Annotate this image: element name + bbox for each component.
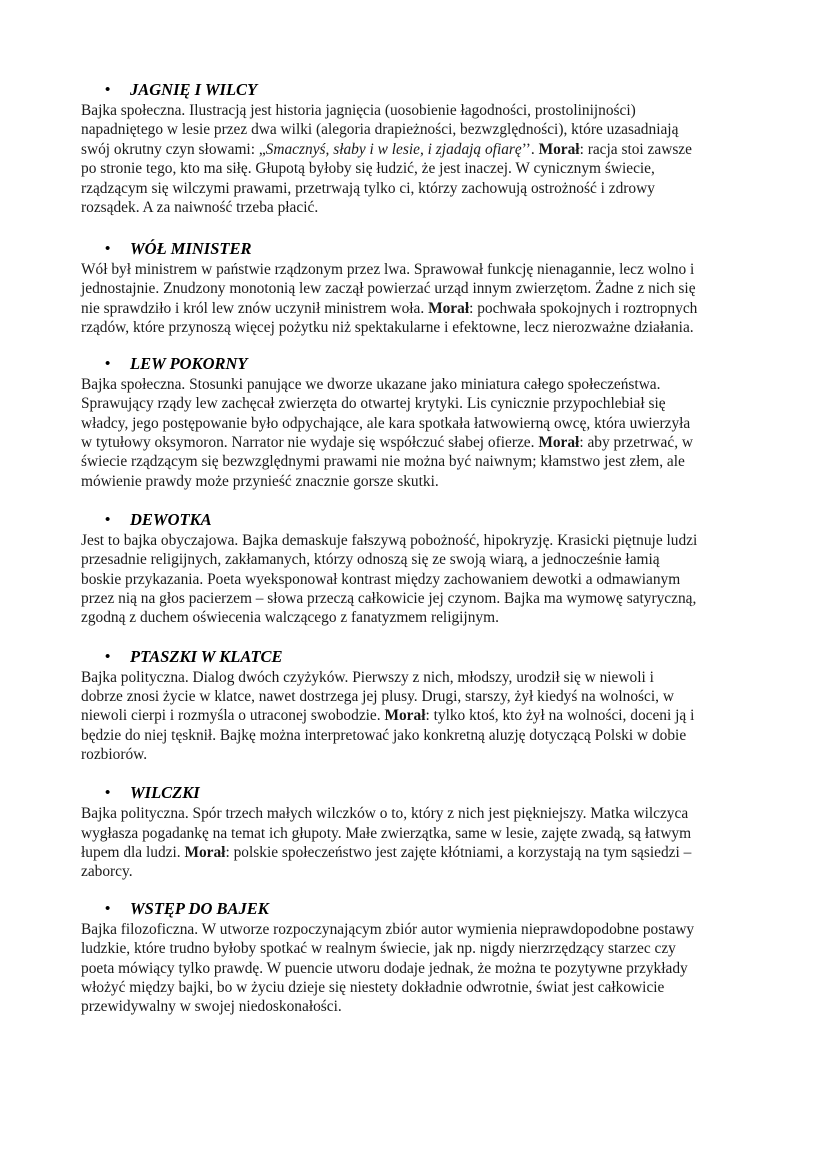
section-dewotka [81,509,761,628]
section-heading [81,238,761,260]
section-lew-pokorny [81,353,761,491]
paragraph-line [81,140,761,159]
section-wol-minister [81,238,761,338]
paragraph-line [81,198,761,217]
text-run: przewidywalny w swojej niedoskonałości. [81,998,342,1016]
text-run: ’’. [521,140,539,158]
moral-label: Morał [184,843,226,861]
paragraph-line [81,472,761,491]
paragraph-line [81,375,761,394]
section-heading [81,353,761,375]
section-body [81,375,761,491]
text-run: wygłasza pogadankę na temat ich głupoty. Małe zwierzątka, same w lesie, zajęte zwadą, są łatwym [81,824,692,842]
section-title: DEWOTKA [130,509,212,529]
text-run: Bajka polityczna. Spór trzech małych wilczków o to, który z nich jest piękniejszy. Matka wilczyca [81,805,689,823]
paragraph-line [81,452,761,471]
section-body [81,920,761,1017]
text-run: przesadnie religijnych, zakłamanych, którzy odnoszą się ze swoją wiarą, a jednocześnie łamią [81,551,660,569]
section-heading [81,509,761,531]
paragraph-line [81,589,761,608]
text-run: po stronie tego, kto ma siłę. Głupotą byłoby się łudzić, że jest inaczej. W cynicznym świecie, [81,160,655,178]
section-heading [81,646,761,668]
paragraph-line [81,159,761,178]
paragraph-line [81,997,761,1016]
section-title: LEW POKORNY [130,353,248,373]
bullet-icon: • [105,240,111,257]
paragraph-line [81,318,761,337]
section-ptaszki-w-klatce [81,646,761,765]
paragraph-line [81,279,761,298]
paragraph-line [81,101,761,120]
paragraph-line [81,260,761,279]
text-run: swój okrutny czyn słowami: „ [81,140,266,158]
section-jagnie-i-wilcy [81,79,761,217]
moral-label: Morał [384,707,426,725]
paragraph-line [81,608,761,627]
paragraph-line [81,414,761,433]
paragraph-line [81,959,761,978]
text-run: świecie rządzącym się bezwzględnymi prawami nie można być naiwnym; kłamstwo jest złem, ale [81,453,685,471]
paragraph-line [81,570,761,589]
text-run: Bajka polityczna. Dialog dwóch czyżyków. Pierwszy z nich, młodszy, urodził się w niewoli i [81,668,654,686]
section-title: JAGNIĘ I WILCY [130,80,258,99]
text-run: rządzącym się wilczymi prawami, przetrwają tylko ci, którzy zachowują ostrożność i zdrowy [81,179,655,197]
paragraph-line [81,120,761,139]
bullet-icon: • [105,82,111,98]
text-run: w tytułowy oksymoron. Narrator nie wydaje się współczuć słabej ofierze. [81,434,539,452]
bullet-icon: • [105,511,111,528]
text-run: nie sprawdziło i król lew znów uczynił ministrem woła. [81,299,429,317]
paragraph-line [81,920,761,939]
text-run: rozbiorów. [81,746,148,764]
paragraph-line [81,687,761,706]
text-run: Wół był ministrem w państwie rządzonym przez lwa. Sprawował funkcję nienagannie, lecz wolno i [81,260,695,278]
text-run: Jest to bajka obyczajowa. Bajka demaskuje fałszywą pobożność, hipokryzję. Krasicki piętnuje ludzi [81,531,698,549]
paragraph-line [81,843,761,862]
text-run: ludzkie, które trudno byłoby spotkać w realnym świecie, jak np. nigdy nierzrzędzący starzec czy [81,940,676,958]
moral-label: Morał [538,140,580,158]
text-run: mówienie prawdy może przynieść znacznie gorsze skutki. [81,472,439,490]
paragraph-line [81,862,761,881]
text-run: zgodną z duchem oświecenia walczącego z fanatyzmem religijnym. [81,609,499,627]
text-run: jednostajnie. Znudzony monotonią lew zaczął powierzać urząd innym zwierzętom. Żadne z nich się [81,280,696,298]
paragraph-line [81,726,761,745]
text-run: rządów, które przynoszą więcej pożytku niż spektakularne i efektowne, lecz nierozważne działania. [81,319,694,337]
bullet-icon: • [105,900,111,917]
section-wstep-do-bajek [81,898,761,1017]
text-run: poeta mówiący tylko prawdę. W puencie utworu dodaje jednak, że można te pozytywne przykłady [81,959,688,977]
text-run: włożyć między bajki, bo w życiu dzieje się niestety dokładnie odwrotnie, świat jest całkowicie [81,978,665,996]
section-body [81,668,761,765]
text-run: będzie do niej tęsknił. Bajkę można interpretować jako konkretną aluzję dotyczącą Polski w dobie [81,726,687,744]
text-run: władcy, jego postępowanie było odpychające, ale kara spotkała łatwowierną owcę, która uwierzyła [81,414,691,432]
bullet-icon: • [105,648,111,665]
paragraph-line [81,824,761,843]
text-run: : aby przetrwać, w [579,434,694,452]
section-title: WILCZKI [130,783,200,803]
paragraph-line [81,179,761,198]
section-body [81,804,761,882]
paragraph-line [81,550,761,569]
section-heading [81,782,761,804]
moral-label: Morał [538,434,580,452]
text-run: przez nią na głos pacierzem – słowa przeczą całkowicie jej czynom. Bajka ma wymowę satyryczną, [81,589,697,607]
section-title: PTASZKI W KLATCE [130,646,283,666]
quote-text: Smacznyś, słaby i w lesie, i zjadają ofiarę [265,140,522,158]
document-page [81,79,761,1035]
paragraph-line [81,939,761,958]
section-heading [81,898,761,920]
text-run: : tylko ktoś, kto żył na wolności, doceni ją i [425,707,695,725]
section-heading [81,79,761,101]
paragraph-line [81,745,761,764]
text-run: Bajka filozoficzna. W utworze rozpoczynającym zbiór autor wymienia nieprawdopodobne postawy [81,920,695,938]
text-run: dobrze znosi życie w klatce, nawet dostrzega jej plusy. Drugi, starszy, żył kiedyś na wolności, w [81,688,674,706]
text-run: boskie przykazania. Poeta wyeksponował kontrast między zachowaniem dewotki a odmawianym [81,570,681,588]
text-run: łupem dla ludzi. [81,843,185,861]
text-run: rozsądek. A za naiwność trzeba płacić. [81,198,319,216]
paragraph-line [81,531,761,550]
bullet-icon: • [105,785,111,802]
text-run: : polskie społeczeństwo jest zajęte kłótniami, a korzystają na tym sąsiedzi – [225,843,692,861]
section-title: WSTĘP DO BAJEK [130,898,269,918]
text-run: zaborcy. [81,863,133,881]
paragraph-line [81,433,761,452]
section-wilczki [81,782,761,882]
text-run: Bajka społeczna. Ilustracją jest historia jagnięcia (uosobienie łagodności, prostolinijności) [81,102,636,119]
text-run: napadniętego w lesie przez dwa wilki (alegoria drapieżności, bezwzględności), które uzasadniają [81,121,679,139]
section-body [81,260,761,338]
paragraph-line [81,668,761,687]
text-run: niewoli cierpi i rozmyśla o utraconej swobodzie. [81,707,385,725]
paragraph-line [81,706,761,725]
text-run: Bajka społeczna. Stosunki panujące we dworze ukazane jako miniatura całego społeczeństwa. [81,375,661,393]
paragraph-line [81,804,761,823]
text-run: Sprawujący rządy lew zachęcał zwierzęta do otwartej krytyki. Lis cynicznie przypochlebiał się [81,395,666,413]
bullet-icon: • [105,355,111,372]
paragraph-line [81,978,761,997]
moral-label: Morał [428,299,470,317]
text-run: : pochwała spokojnych i roztropnych [469,299,698,317]
section-body [81,531,761,628]
paragraph-line [81,394,761,413]
section-title: WÓŁ MINISTER [130,238,252,258]
paragraph-line [81,299,761,318]
section-body [81,101,761,217]
text-run: : racja stoi zawsze [579,140,692,158]
